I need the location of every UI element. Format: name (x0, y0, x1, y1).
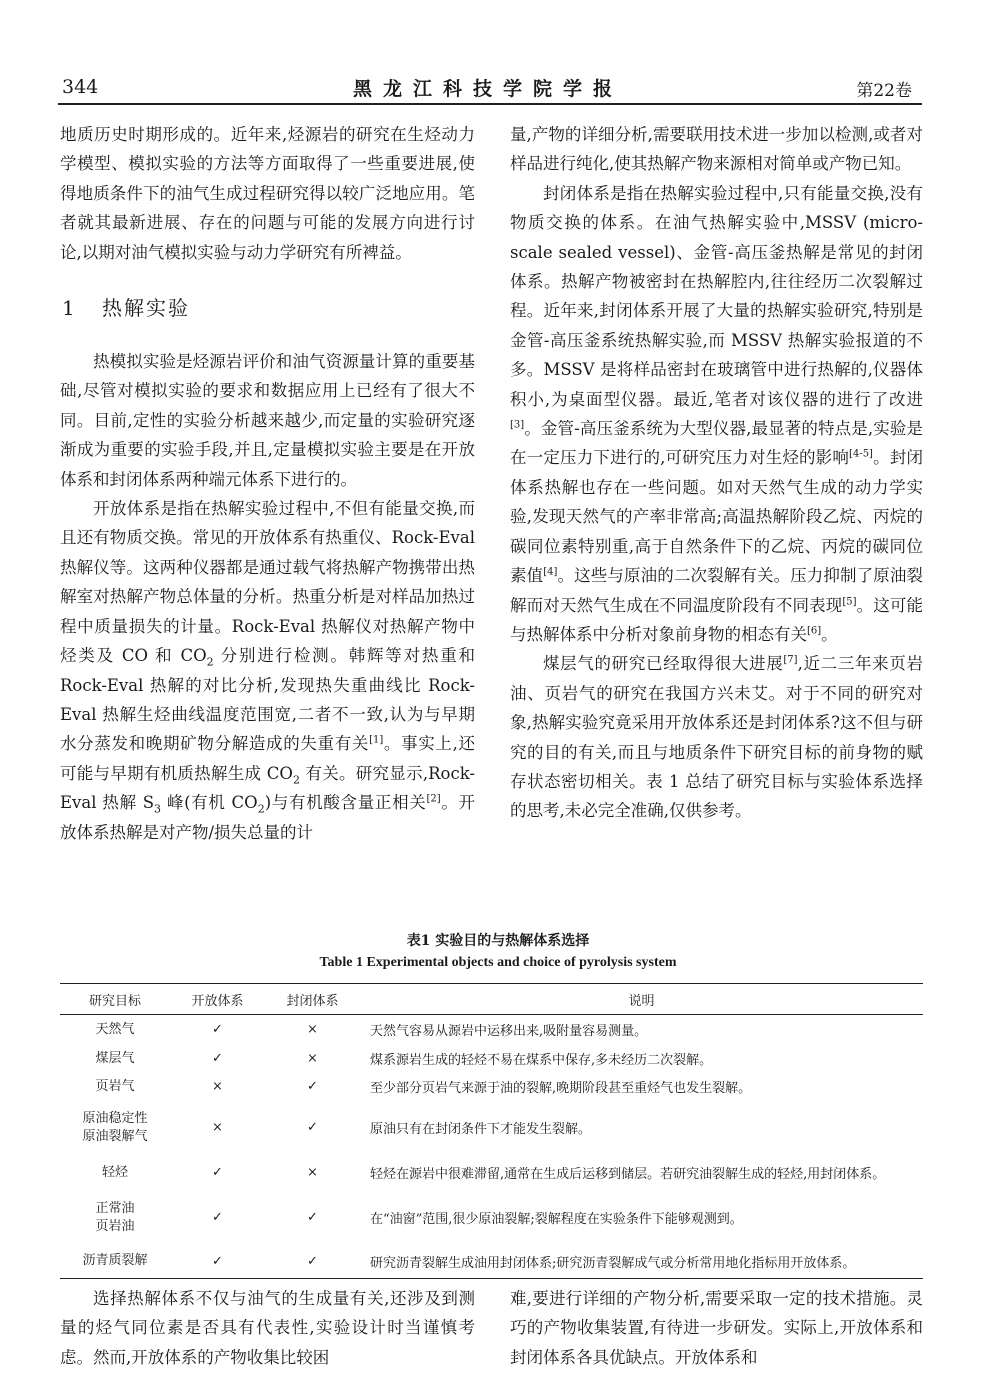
open-system-mark: ✓ (212, 1165, 223, 1180)
running-header (58, 72, 918, 102)
text-run: )与有机酸含量正相关 (264, 793, 427, 813)
text-run: 。这可能与热解体系中分析对象前身物的相态有关 (510, 595, 924, 644)
paragraph-open-system (60, 494, 475, 847)
text-run: 。事实上,还可能与早期有机质热解生成 CO (60, 734, 475, 783)
target-label: 页岩气 (95, 1078, 135, 1094)
section-heading (62, 293, 475, 323)
bottom-right-column (510, 1284, 923, 1372)
section-number: 1 (62, 296, 77, 321)
note-cell: 至少部分页岩气来源于油的裂解,晚期阶段甚至重烃气也发生裂解。 (370, 1081, 752, 1096)
closed-system-mark: ✓ (307, 1210, 318, 1225)
bottom-left-column (60, 1284, 475, 1372)
target-label: 正常油 (95, 1200, 135, 1216)
table-caption-en: Table 1 Experimental objects and choice of pyrolysis system (319, 955, 677, 970)
paragraph-selection: 选择热解体系不仅与油气的生成量有关,还涉及到测量的烃气同位素是否具有代表性,实验设计时当谨慎考虑。然而,开放体系的产物收集比较困 (60, 1289, 475, 1367)
paragraph-continued: 量,产物的详细分析,需要联用技术进一步加以检测,或者对样品进行纯化,使其热解产物来源相对简单或产物已知。 (510, 125, 923, 174)
text-run: 。这些与原油的二次裂解有关。压力抑制了原油裂解而对天然气生成在不同温度阶段有不同表现 (510, 566, 924, 615)
open-system-mark: ✓ (212, 1051, 223, 1066)
note-cell: 在“油窗”范围,很少原油裂解;裂解程度在实验条件下能够观测到。 (370, 1212, 743, 1227)
open-system-mark: × (212, 1120, 223, 1135)
text-run: ,近二三年来页岩油、页岩气的研究在我国方兴未艾。对于不同的研究对象,热解实验究竟采用开放体系还是封闭体系?这不但与研究的目的有关,而且与地质条件下研究目标的前身物的赋存状态密切相关。表 1 总结了研究目标与实验体系选择的思考,未必完全准确,仅供参考。 (510, 654, 924, 821)
closed-system-mark: × (307, 1165, 318, 1180)
target-cell (60, 1155, 170, 1191)
subscript: 2 (292, 773, 300, 787)
target-cell (60, 1045, 170, 1073)
header-rule (58, 103, 922, 105)
open-system-mark: × (212, 1079, 223, 1094)
closed-system-mark: × (307, 1022, 318, 1038)
table-row (60, 1015, 923, 1045)
text-run: 封闭体系是指在热解实验过程中,只有能量交换,没有物质交换的体系。在油气热解实验中,MSSV (micro-scale sealed vessel)、金管-高压釜热解是常见的封闭体系。热解产物被密封在热解腔内,往往经历二次裂解过程。近年来,封闭体系开展了大量的热解实验研究,特别是金管-高压釜系统热解实验,而 MSSV 热解实验报道的不多。MSSV 是将样品密封在玻璃管中进行热解的,仪器体积小,为桌面型仪器。最近,笔者对该仪器的进行了改进 (510, 183, 923, 409)
table-header-cell: 研究目标 (60, 984, 170, 1015)
note-cell: 天然气容易从源岩中运移出来,吸附量容易测量。 (370, 1024, 648, 1040)
target-label: 原油裂解气 (82, 1128, 148, 1144)
text-run: 分别进行检测。韩辉等对热重和 Rock-Eval 热解的对比分析,发现热失重曲线比 Rock-Eval 热解生烃曲线温度范围宽,二者不一致,认为与早期水分蒸发和晚期矿物分解造成的失重有关 (60, 646, 475, 754)
table-header-row (60, 984, 923, 1015)
target-cell (60, 1073, 170, 1101)
text-run: 煤层气的研究已经取得很大进展 (543, 654, 784, 674)
table-row (60, 1155, 923, 1191)
closed-system-mark: ✓ (265, 1245, 360, 1279)
pyrolysis-table (60, 983, 923, 1279)
note-cell: 原油只有在封闭条件下才能发生裂解。 (370, 1122, 592, 1137)
right-column (510, 120, 923, 826)
paragraph-closed-system (510, 179, 923, 650)
table-header-cell: 开放体系 (170, 984, 265, 1015)
text-run: 。封闭体系热解也存在一些问题。如对天然气生成的动力学实验,发现天然气的产率非常高;高温热解阶段乙烷、丙烷的碳同位素特别重,高于自然条件下的乙烷、丙烷的碳同位素值 (510, 448, 923, 586)
note-cell: 煤系源岩生成的轻烃不易在煤系中保存,多未经历二次裂解。 (370, 1053, 713, 1068)
closed-system-mark: × (307, 1051, 318, 1066)
table-row (60, 1101, 923, 1155)
target-cell (60, 1245, 170, 1279)
table-header-cell: 说明 (360, 984, 923, 1015)
target-cell (60, 1191, 170, 1245)
citation[interactable]: [4] (543, 566, 558, 578)
text-run: 。 (821, 624, 838, 644)
closed-system-mark: ✓ (307, 1079, 318, 1094)
subscript: 3 (154, 802, 162, 816)
page-number: 344 (62, 76, 99, 98)
note-cell: 研究沥青裂解生成油用封闭体系;研究沥青裂解成气或分析常用地化指标用开放体系。 (360, 1245, 923, 1279)
target-label: 原油稳定性 (82, 1110, 148, 1126)
paragraph-thermal-simulation: 热模拟实验是烃源岩评价和油气资源量计算的重要基础,尽管对模拟实验的要求和数据应用上已经有了很大不同。目前,定性的实验分析越来越少,而定量的实验研究逐渐成为重要的实验手段,并且,定量模拟实验主要是在开放体系和封闭体系两种端元体系下进行的。 (60, 352, 475, 489)
intro-paragraph-end: 地质历史时期形成的。近年来,烃源岩的研究在生烃动力学模型、模拟实验的方法等方面取得了一些重要进展,使得地质条件下的油气生成过程研究得以较广泛地应用。笔者就其最新进展、存在的问题与可能的发展方向进行讨论,以期对油气模拟实验与动力学研究有所裨益。 (60, 125, 475, 262)
open-system-mark: ✓ (212, 1022, 223, 1038)
target-cell (60, 1101, 170, 1155)
text-run: 峰(有机 CO (161, 793, 258, 813)
open-system-mark: ✓ (212, 1210, 223, 1225)
text-run: 开放体系是指在热解实验过程中,不但有能量交换,而且还有物质交换。常见的开放体系有热重仪、Rock-Eval 热解仪等。这两种仪器都是通过载气将热解产物携带出热解室对热解产物总体量的分析。热重分析是对样品加热过程中质量损失的计量。Rock-Eval 热解仪对热解产物中烃类及 CO 和 CO (60, 499, 475, 666)
target-cell (60, 1015, 170, 1045)
table-caption-cn: 表1 实验目的与热解体系选择 (406, 933, 590, 949)
text-run: 有关。研究显示,Rock-Eval 热解 S (60, 763, 475, 813)
citation[interactable]: [3] (510, 419, 525, 431)
target-label: 天然气 (95, 1021, 135, 1037)
target-label: 煤层气 (95, 1050, 135, 1066)
table-row (60, 1073, 923, 1101)
left-column (60, 120, 475, 847)
paragraph-coalbed (510, 649, 923, 825)
target-label: 沥青质裂解 (82, 1253, 148, 1269)
open-system-mark: ✓ (170, 1245, 265, 1279)
citation[interactable]: [7] (783, 654, 798, 666)
paragraph-selection-continued: 难,要进行详细的产物分析,需要采取一定的技术措施。灵巧的产物收集装置,有待进一步研发。实际上,开放体系和封闭体系各具优缺点。开放体系和 (510, 1289, 923, 1367)
citation[interactable]: [5] (842, 596, 857, 607)
subscript: 2 (257, 802, 265, 816)
text-run: 。金管-高压釜系统为大型仪器,最显著的特点是,实验是在一定压力下进行的,可研究压力对生烃的影响 (510, 419, 923, 468)
citation[interactable]: [6] (807, 625, 822, 637)
journal-title: 黑龙江科技学院学报 (352, 78, 623, 100)
subscript: 2 (206, 655, 214, 669)
table-row (60, 1191, 923, 1245)
volume-label: 第22卷 (856, 81, 912, 101)
citation[interactable]: [2] (426, 793, 441, 805)
table-row (60, 1045, 923, 1073)
closed-system-mark: ✓ (307, 1120, 318, 1135)
table-header-cell: 封闭体系 (265, 984, 360, 1015)
section-title: 热解实验 (102, 296, 190, 321)
target-label: 轻烃 (101, 1164, 128, 1180)
text-run: 。开放体系热解是对产物/损失总量的计 (60, 793, 476, 842)
table-row (60, 1245, 923, 1279)
citation[interactable]: [1] (369, 734, 384, 746)
note-cell: 轻烃在源岩中很难滞留,通常在生成后运移到储层。若研究油裂解生成的轻烃,用封闭体系。 (370, 1167, 886, 1182)
citation[interactable]: [4-5] (849, 448, 873, 460)
target-label: 页岩油 (95, 1218, 135, 1234)
